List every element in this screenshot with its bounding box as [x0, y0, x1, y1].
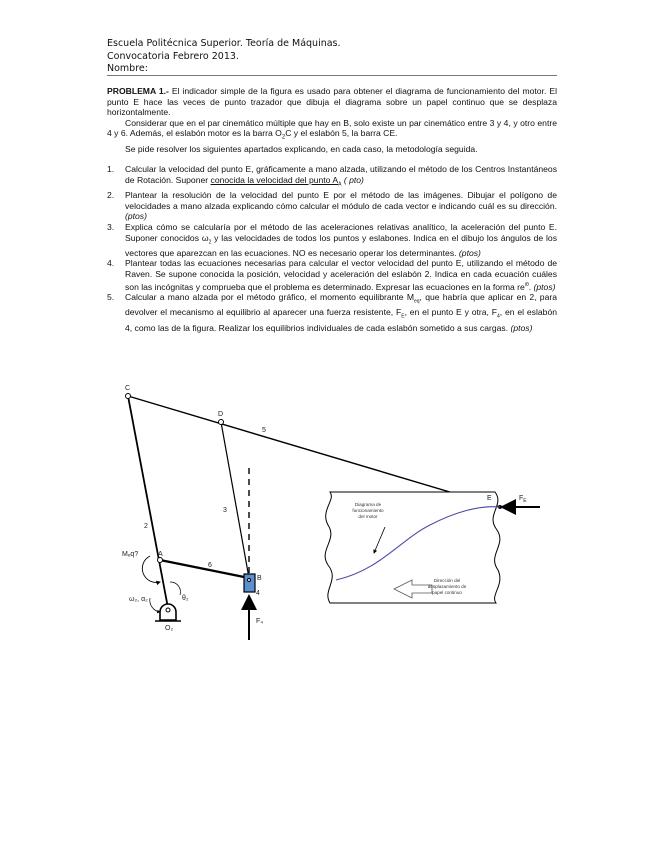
label-fe — [519, 495, 527, 504]
link-6 — [160, 560, 249, 578]
note-curve-1: Diagrama de — [354, 502, 382, 507]
link-3 — [221, 422, 249, 578]
p2-text-a: Considerar que en el par cinemático múltiple que hay en B, solo existe un par cinemático entre 3 y 4, y otro entre 4 y 6. Además, el eslabón motor es la barra O — [107, 117, 557, 139]
name-line: Nombre: — [107, 63, 148, 74]
note-arrow-2: desplazamiento de — [427, 584, 467, 589]
label-omega: ω₂, α₂ — [129, 596, 148, 603]
note-arrow-1: Dirección del — [433, 578, 461, 583]
note-curve-2: funcionamiento — [352, 508, 384, 513]
omega-arrow — [150, 598, 160, 612]
item-text: Plantear la resolución de la velocidad del punto E por el método de las imágenes. Dibujar el polígono de velocidades a mano alzada explicando cómo calcular el módulo de cada vector e indicando cuál es su dirección. — [125, 190, 557, 211]
item-number: 3. — [107, 221, 115, 232]
intro-text: El indicador simple de la figura es usado para obtener el diagrama de funcionamiento del motor. El punto E hace las veces de punto trazador que dibuja el diagrama sobre un papel continuo que se desplaza horizontalmente. — [107, 86, 557, 118]
label-link-6: 6 — [208, 562, 212, 569]
item-points: (ptos) — [510, 322, 533, 333]
label-link-4: 4 — [256, 590, 260, 597]
problem-lead: PROBLEMA 1.- — [107, 86, 169, 96]
item-points: ( pto) — [343, 174, 364, 185]
link-2 — [128, 396, 168, 608]
label-b: B — [257, 575, 262, 582]
link-5 — [128, 396, 500, 507]
label-c: C — [125, 385, 131, 392]
item-sup: iθ — [524, 281, 529, 288]
omega-symbol: ω — [201, 232, 209, 243]
joint-o2 — [166, 608, 170, 612]
label-o2: O₂ — [165, 625, 174, 632]
item-points: (ptos) — [458, 247, 481, 258]
label-fe-sub: E — [523, 498, 527, 504]
item-text-c: , en el punto E y otra, F — [404, 307, 497, 318]
item-text-b: , que habría que aplicar en 2, para devolver el mecanismo al equilibrio al aparecer una fuerza resistente, F — [125, 292, 557, 318]
omega-sub: 2 — [208, 239, 212, 246]
label-link-3: 3 — [223, 507, 227, 514]
item-sub: A — [338, 181, 342, 188]
label-f4: F₄ — [256, 618, 264, 625]
fe-sub: E — [401, 314, 405, 321]
joint-d — [219, 420, 224, 425]
label-e: E — [487, 495, 492, 502]
label-link-5: 5 — [262, 427, 266, 434]
item-text-b: . — [528, 281, 534, 292]
slider-b — [244, 574, 255, 592]
school-line: Escuela Politécnica Superior. Teoría de Máquinas. — [107, 38, 341, 49]
label-fe-main: F — [519, 495, 524, 502]
item-number: 1. — [107, 164, 115, 175]
meq-sub: eq — [413, 298, 420, 305]
label-link-2: 2 — [144, 523, 148, 530]
item-underlined: conocida la velocidad del punto A — [210, 174, 339, 185]
item-text: Explica cómo se calcularía por el método de las aceleraciones relativas analítico, la aceleración del punto E. Suponer conocidos — [125, 221, 557, 243]
p2-sub: 2 — [281, 135, 286, 142]
note-arrow-3: papel continuo — [432, 590, 462, 595]
item-number: 5. — [107, 292, 115, 303]
item-points: (ptos) — [533, 281, 556, 292]
item-text: Calcular la velocidad del punto E, gráficamente a mano alzada, utilizando el método de los Centros Instantáneos de Rotación. Suponer — [125, 164, 557, 185]
joint-c — [126, 394, 131, 399]
item-text: Calcular a mano alzada por el método gráfico, el momento equilibrante M — [125, 292, 414, 303]
item-text-d: , en el eslabón 4, como las de la figura. Realizar los equilibrios individuales de cada eslabón sometido a sus cargas. — [125, 307, 558, 333]
f4-sub: 4 — [497, 314, 500, 321]
item-text: Plantear todas las ecuaciones necesarias para calcular el vector velocidad del punto E, utilizando el método de Raven. Se supone conocida la posición, velocidad y aceleración del eslabón 2. Indica en cada ecuación cuáles son las incógnitas y comprueba que el problema es determinado. Expresar las ecuaciones en la forma re — [125, 258, 557, 292]
item-points: (ptos) — [125, 211, 147, 222]
third-paragraph: Se pide resolver los siguientes apartados explicando, en cada caso, la metodología seguida. — [125, 143, 478, 154]
label-theta2: θ₂ — [182, 595, 189, 602]
theta2-arc — [170, 582, 180, 595]
item-text-b: y las velocidades de todos los puntos y eslabones. Indica en el dibujo los ángulos de los vectores que aparezcan en las ecuaciones. NO es necesario operar los determinantes. — [125, 232, 557, 258]
note-curve-3: del motor — [358, 514, 378, 519]
label-d: D — [218, 411, 224, 418]
joint-a — [158, 558, 163, 563]
p2-text-b: C y el eslabón 5, la barra CE. — [285, 128, 398, 139]
joint-b — [248, 579, 251, 582]
exam-line: Convocatoria Febrero 2013. — [107, 50, 239, 62]
label-a: A — [158, 551, 163, 558]
item-number: 4. — [107, 258, 115, 269]
item-number: 2. — [107, 190, 115, 201]
label-meq: Mₑq? — [122, 551, 139, 558]
